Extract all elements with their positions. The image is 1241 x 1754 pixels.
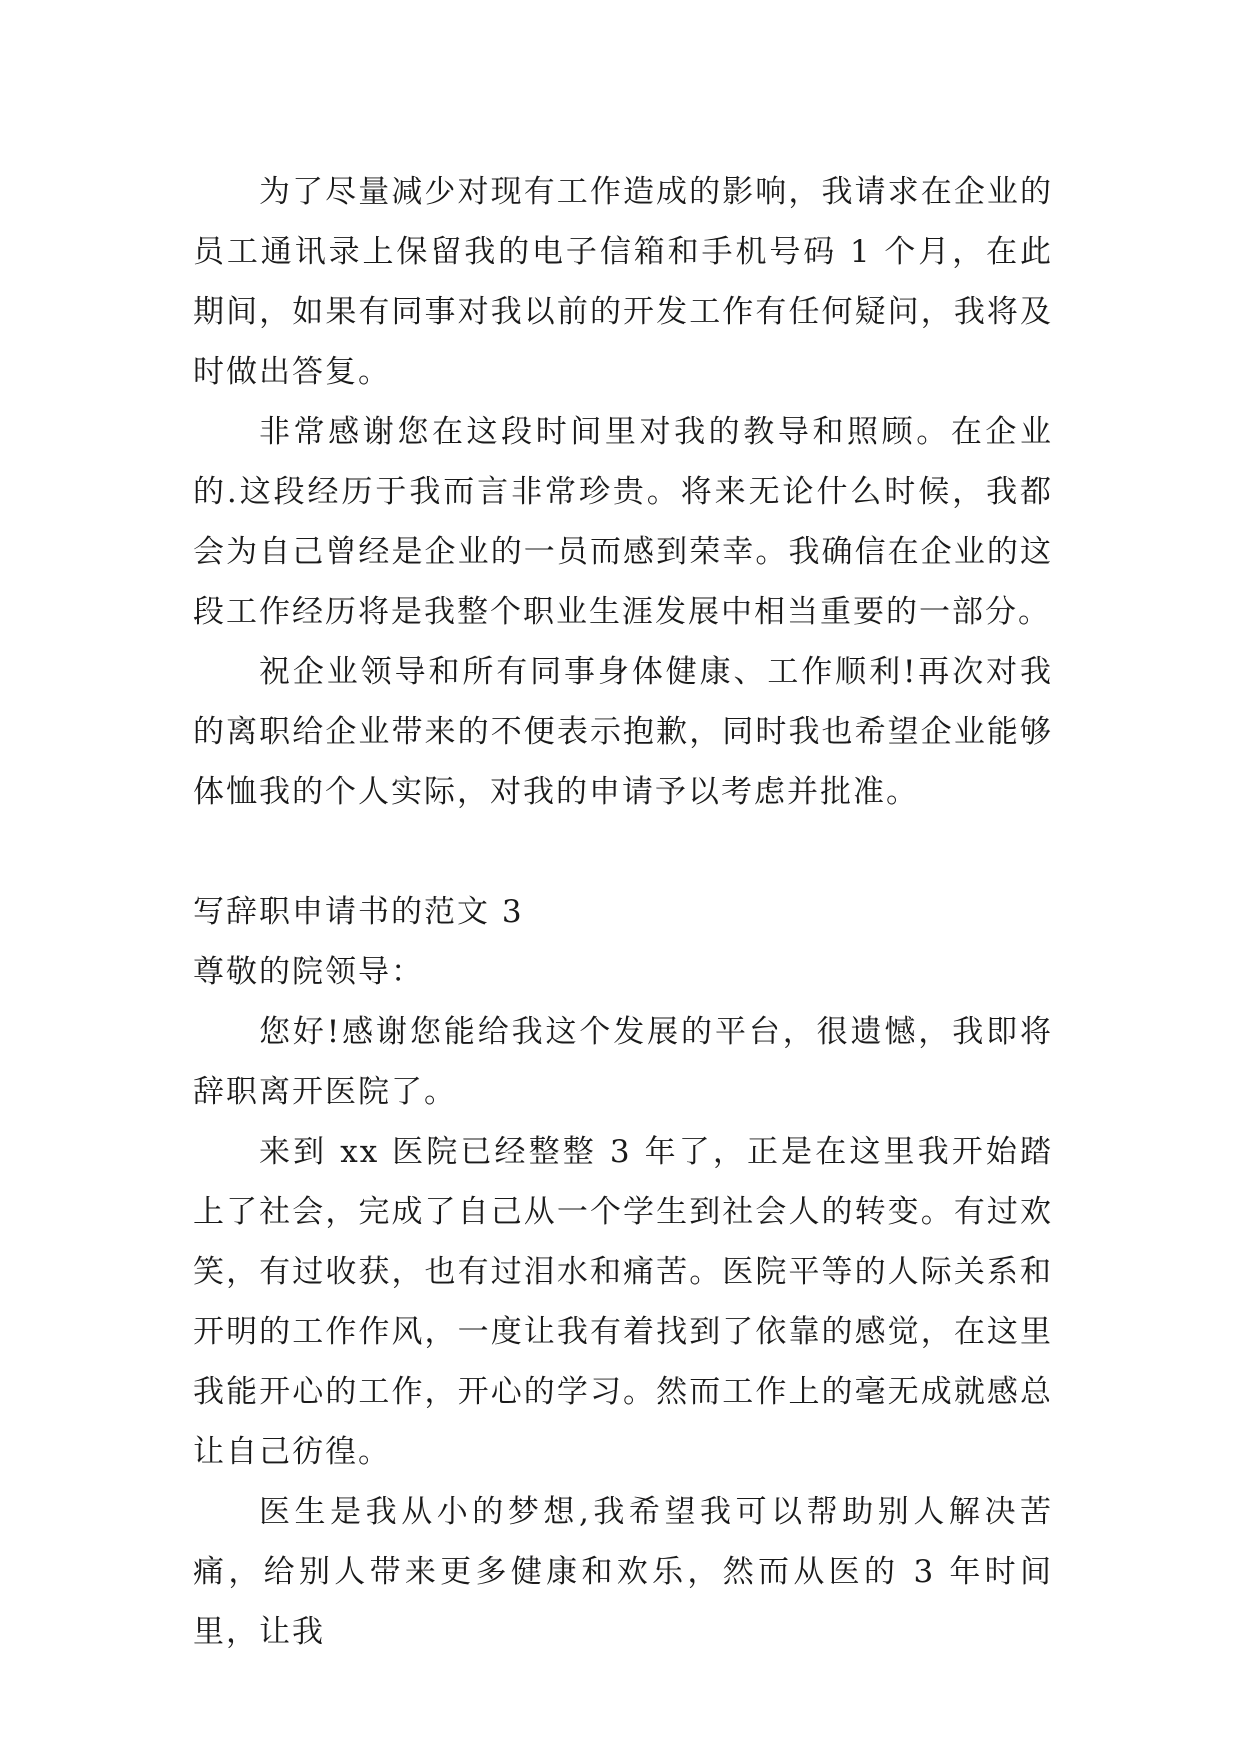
body-paragraph: 您好!感谢您能给我这个发展的平台，很遗憾，我即将辞职离开医院了。 <box>193 1014 1053 1110</box>
body-paragraph: 祝企业领导和所有同事身体健康、工作顺利!再次对我的离职给企业带来的不便表示抱歉，同时我也希望企业能够体恤我的个人实际，对我的申请予以考虑并批准。 <box>193 654 1053 810</box>
body-paragraph: 医生是我从小的梦想,我希望我可以帮助别人解决苦痛，给别人带来更多健康和欢乐，然而从医的 3 年时间里，让我 <box>193 1494 1053 1650</box>
letter-salutation: 尊敬的院领导： <box>193 954 424 990</box>
document-body <box>193 162 1053 1662</box>
body-paragraph: 为了尽量减少对现有工作造成的影响，我请求在企业的员工通讯录上保留我的电子信箱和手机号码 1 个月，在此期间，如果有同事对我以前的开发工作有任何疑问，我将及时做出答复。 <box>193 174 1053 390</box>
body-paragraph: 非常感谢您在这段时间里对我的教导和照顾。在企业的.这段经历于我而言非常珍贵。将来无论什么时候，我都会为自己曾经是企业的一员而感到荣幸。我确信在企业的这段工作经历将是我整个职业生涯发展中相当重要的一部分。 <box>193 414 1053 630</box>
body-paragraph: 来到 xx 医院已经整整 3 年了，正是在这里我开始踏上了社会，完成了自己从一个学生到社会人的转变。有过欢笑，有过收获，也有过泪水和痛苦。医院平等的人际关系和开明的工作作风，一度让我有着找到了依靠的感觉，在这里我能开心的工作，开心的学习。然而工作上的毫无成就感总让自己彷徨。 <box>193 1134 1053 1470</box>
section-gap <box>193 822 1053 882</box>
section-title: 写辞职申请书的范文 3 <box>193 894 524 930</box>
